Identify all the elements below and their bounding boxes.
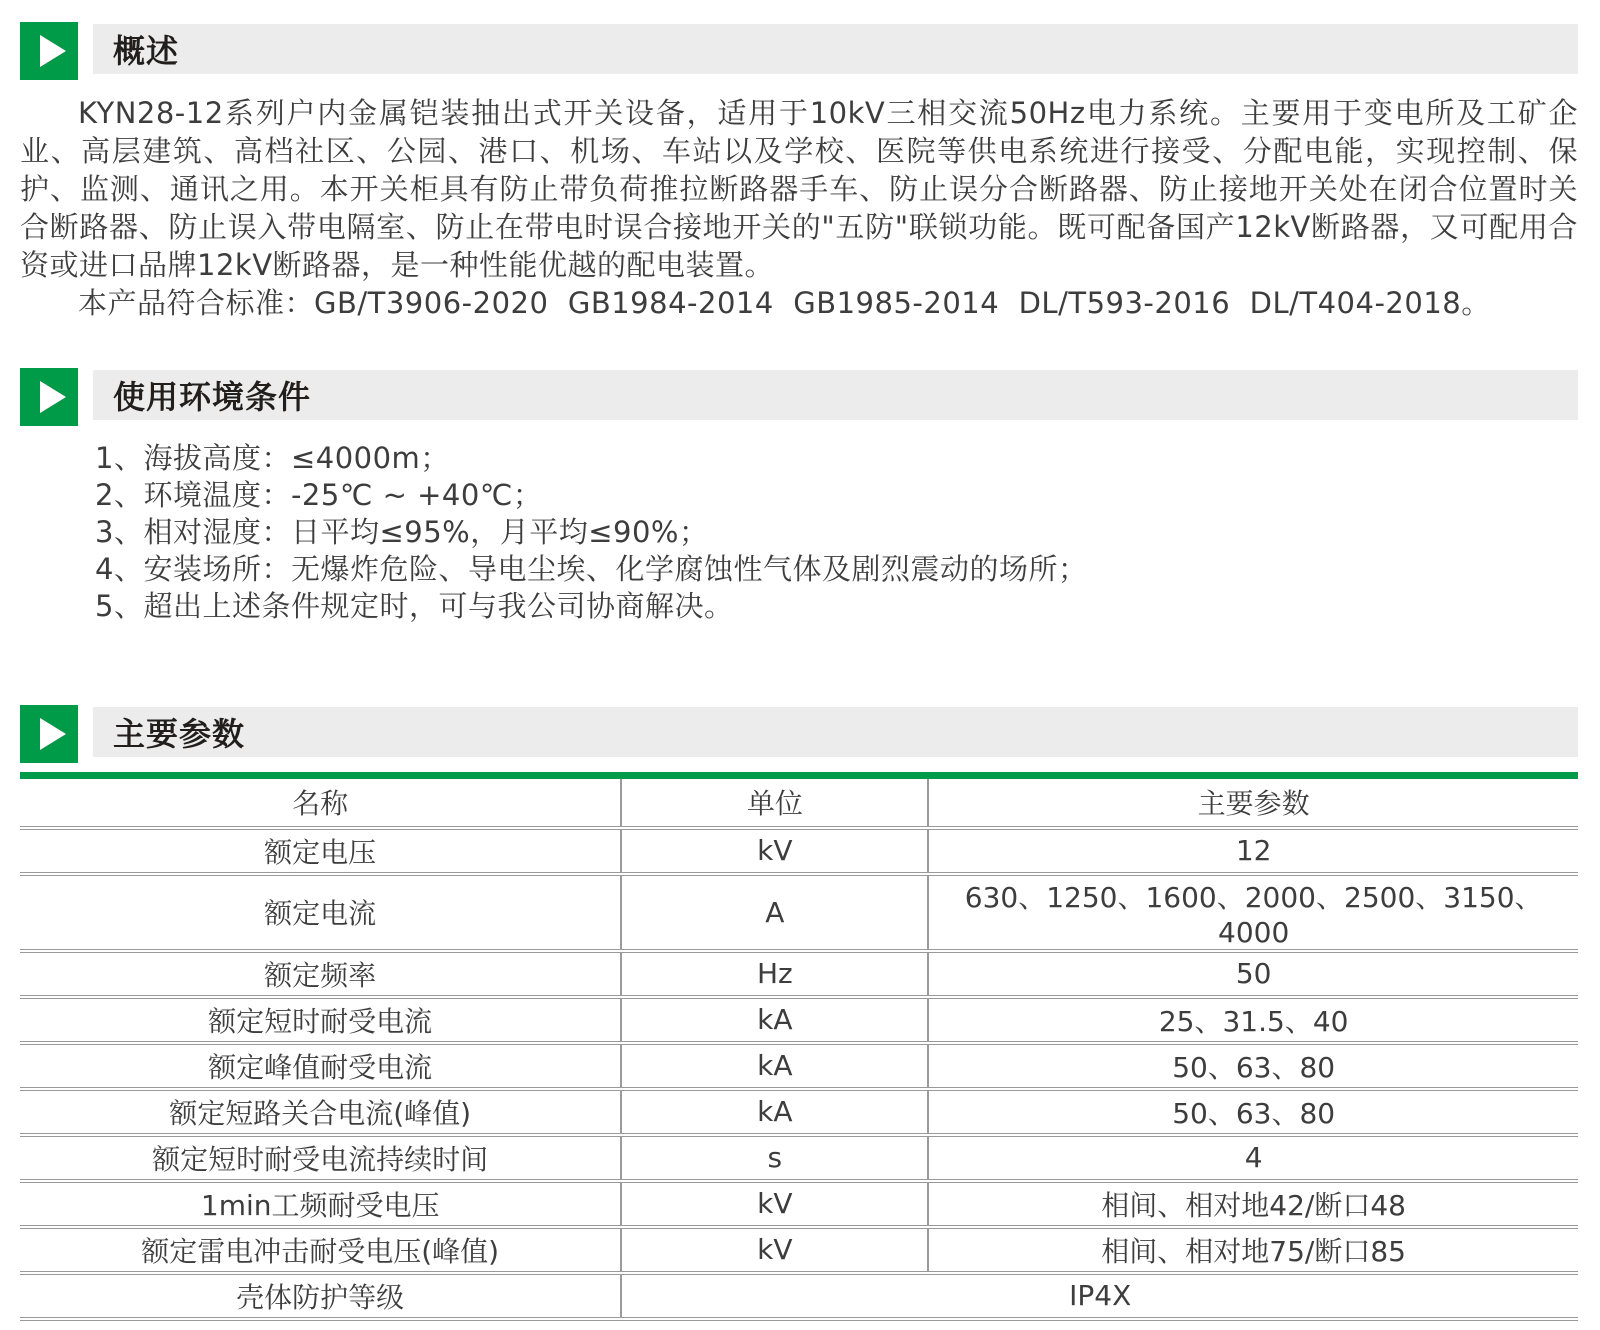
param-name-cell: 壳体防护等级 bbox=[20, 1273, 621, 1319]
play-icon bbox=[20, 368, 78, 426]
section-header-parameters bbox=[20, 705, 1578, 763]
table-header-value: 主要参数 bbox=[928, 776, 1578, 828]
table-row bbox=[20, 997, 1578, 1043]
table-row bbox=[20, 1273, 1578, 1319]
param-value-cell: 50、63、80 bbox=[928, 1089, 1578, 1135]
play-triangle-icon bbox=[40, 381, 66, 413]
param-unit-cell: A bbox=[621, 874, 928, 951]
param-name-cell: 额定峰值耐受电流 bbox=[20, 1043, 621, 1089]
section-header-environment bbox=[20, 368, 1578, 426]
param-value-cell: 630、1250、1600、2000、2500、3150、4000 bbox=[928, 874, 1578, 951]
param-value-cell: 相间、相对地42/断口48 bbox=[928, 1181, 1578, 1227]
section-title-environment: 使用环境条件 bbox=[113, 378, 312, 416]
environment-list bbox=[95, 440, 1578, 625]
table-row bbox=[20, 828, 1578, 874]
param-unit-cell: Hz bbox=[621, 951, 928, 997]
param-value-cell: 50 bbox=[928, 951, 1578, 997]
table-header-name: 名称 bbox=[20, 776, 621, 828]
param-unit-cell: kV bbox=[621, 1227, 928, 1273]
environment-item: 2、环境温度：-25℃ ~ +40℃； bbox=[95, 478, 543, 512]
play-triangle-icon bbox=[40, 35, 66, 67]
param-value-cell: 相间、相对地75/断口85 bbox=[928, 1227, 1578, 1273]
section-title-overview: 概述 bbox=[113, 32, 180, 70]
param-name-cell: 额定频率 bbox=[20, 951, 621, 997]
environment-item: 1、海拔高度：≤4000m； bbox=[95, 441, 450, 475]
table-row bbox=[20, 951, 1578, 997]
section-title-bar bbox=[93, 707, 1578, 757]
overview-section bbox=[20, 22, 1578, 322]
param-unit-cell: s bbox=[621, 1135, 928, 1181]
param-value-cell: 4 bbox=[928, 1135, 1578, 1181]
environment-item: 3、相对湿度：日平均≤95%，月平均≤90%； bbox=[95, 515, 709, 549]
section-title-bar bbox=[93, 370, 1578, 420]
play-icon bbox=[20, 705, 78, 763]
environment-section bbox=[20, 368, 1578, 625]
table-row bbox=[20, 1135, 1578, 1181]
table-row bbox=[20, 1227, 1578, 1273]
param-name-cell: 额定电压 bbox=[20, 828, 621, 874]
section-title-bar bbox=[93, 24, 1578, 74]
param-unit-cell: kV bbox=[621, 1181, 928, 1227]
param-name-cell: 额定短时耐受电流持续时间 bbox=[20, 1135, 621, 1181]
environment-item: 5、超出上述条件规定时，可与我公司协商解决。 bbox=[95, 589, 734, 623]
param-name-cell: 额定短路关合电流(峰值) bbox=[20, 1089, 621, 1135]
table-row bbox=[20, 874, 1578, 951]
param-value-cell: 12 bbox=[928, 828, 1578, 874]
play-icon bbox=[20, 22, 78, 80]
param-unit-cell: kA bbox=[621, 1043, 928, 1089]
table-header-row bbox=[20, 776, 1578, 828]
section-header-overview bbox=[20, 22, 1578, 80]
parameters-table bbox=[20, 772, 1578, 1321]
table-header-unit: 单位 bbox=[621, 776, 928, 828]
parameters-section bbox=[20, 705, 1578, 1321]
param-value-cell: 25、31.5、40 bbox=[928, 997, 1578, 1043]
param-merged-value-cell: IP4X bbox=[621, 1273, 1578, 1319]
section-title-parameters: 主要参数 bbox=[113, 715, 246, 753]
param-name-cell: 1min工频耐受电压 bbox=[20, 1181, 621, 1227]
param-name-cell: 额定雷电冲击耐受电压(峰值) bbox=[20, 1227, 621, 1273]
param-name-cell: 额定短时耐受电流 bbox=[20, 997, 621, 1043]
play-triangle-icon bbox=[40, 718, 66, 750]
table-row bbox=[20, 1089, 1578, 1135]
overview-text-block bbox=[20, 94, 1578, 322]
overview-paragraph: KYN28-12系列户内金属铠装抽出式开关设备，适用于10kV三相交流50Hz电力系统。主要用于变电所及工矿企业、高层建筑、高档社区、公园、港口、机场、车站以及学校、医院等供电系统进行接受、分配电能，实现控制、保护、监测、通讯之用。本开关柜具有防止带负荷推拉断路器手车、防止误分合断路器、防止接地开关处在闭合位置时关合断路器、防止误入带电隔室、防止在带电时误合接地开关的"五防"联锁功能。既可配备国产12kV断路器，又可配用合资或进口品牌12kV断路器，是一种性能优越的配电装置。 bbox=[20, 96, 1578, 282]
environment-item: 4、安装场所：无爆炸危险、导电尘埃、化学腐蚀性气体及剧烈震动的场所； bbox=[95, 552, 1088, 586]
param-unit-cell: kA bbox=[621, 1089, 928, 1135]
table-row bbox=[20, 1043, 1578, 1089]
param-unit-cell: kV bbox=[621, 828, 928, 874]
table-row bbox=[20, 1181, 1578, 1227]
param-value-cell: 50、63、80 bbox=[928, 1043, 1578, 1089]
standards-paragraph: 本产品符合标准：GB/T3906-2020 GB1984-2014 GB1985-2014 DL/T593-2016 DL/T404-2018。 bbox=[78, 286, 1491, 320]
param-name-cell: 额定电流 bbox=[20, 874, 621, 951]
param-unit-cell: kA bbox=[621, 997, 928, 1043]
